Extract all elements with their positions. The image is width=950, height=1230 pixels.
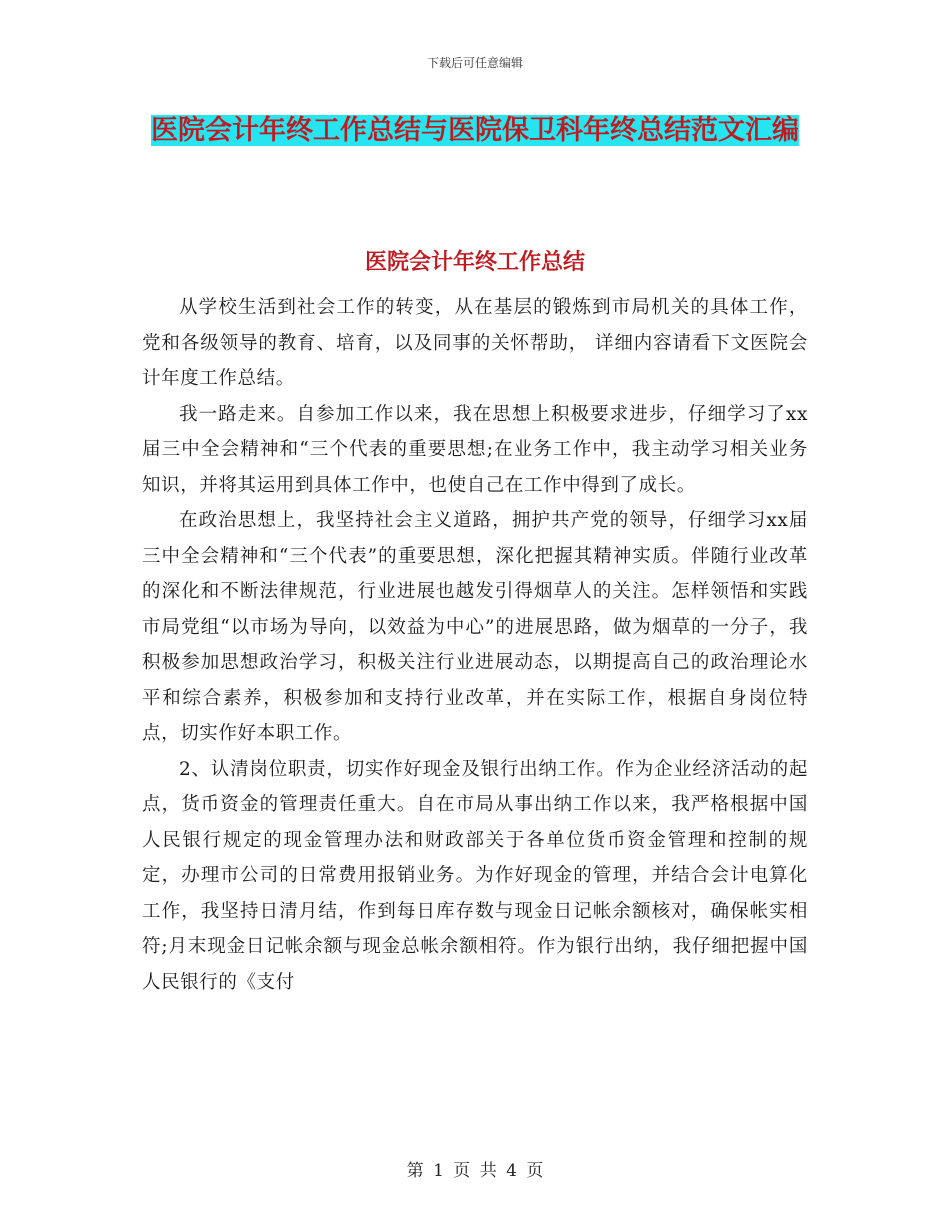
paragraph: 我一路走来。自参加工作以来，我在思想上积极要求进步，仔细学习了xx届三中全会精神和“三个代表的重要思想;在业务工作中，我主动学习相关业务知识，并将其运用到具体工作中，也使自己在工作中得到了成长。: [142, 403, 808, 496]
body-text: [142, 290, 808, 1000]
header-note: 下载后可任意编辑: [426, 56, 523, 70]
section-title: 医院会计年终工作总结: [364, 250, 585, 275]
document-title-text: 医院会计年终工作总结与医院保卫科年终总结范文汇编: [151, 115, 799, 146]
paragraph: 从学校生活到社会工作的转变，从在基层的锻炼到市局机关的具体工作，党和各级领导的教育、培育，以及同事的关怀帮助， 详细内容请看下文医院会计年度工作总结。: [142, 297, 808, 389]
document-title: [140, 108, 810, 154]
paragraph: 2、认清岗位职责，切实作好现金及银行出纳工作。作为企业经济活动的起点，货币资金的管理责任重大。自在市局从事出纳工作以来，我严格根据中国人民银行规定的现金管理办法和财政部关于各单位货币资金管理和控制的规定，办理市公司的日常费用报销业务。为作好现金的管理，并结合会计电算化工作，我坚持日清月结，作到每日库存数与现金日记帐余额核对，确保帐实相符;月末现金日记帐余额与现金总帐余额相符。作为银行出纳，我仔细把握中国人民银行的《支付: [142, 758, 808, 993]
page-footer: 第 1 页 共 4 页: [406, 1161, 544, 1181]
paragraph: 在政治思想上，我坚持社会主义道路，拥护共产党的领导，仔细学习xx届三中全会精神和“三个代表”的重要思想，深化把握其精神实质。伴随行业改革的深化和不断法律规范，行业进展也越发引得烟草人的关注。怎样领悟和实践市局党组“以市场为导向，以效益为中心”的进展思路，做为烟草的一分子，我积极参加思想政治学习，积极关注行业进展动态，以期提高自己的政治理论水平和综合素养，积极参加和支持行业改革，并在实际工作，根据自身岗位特点，切实作好本职工作。: [142, 510, 808, 744]
